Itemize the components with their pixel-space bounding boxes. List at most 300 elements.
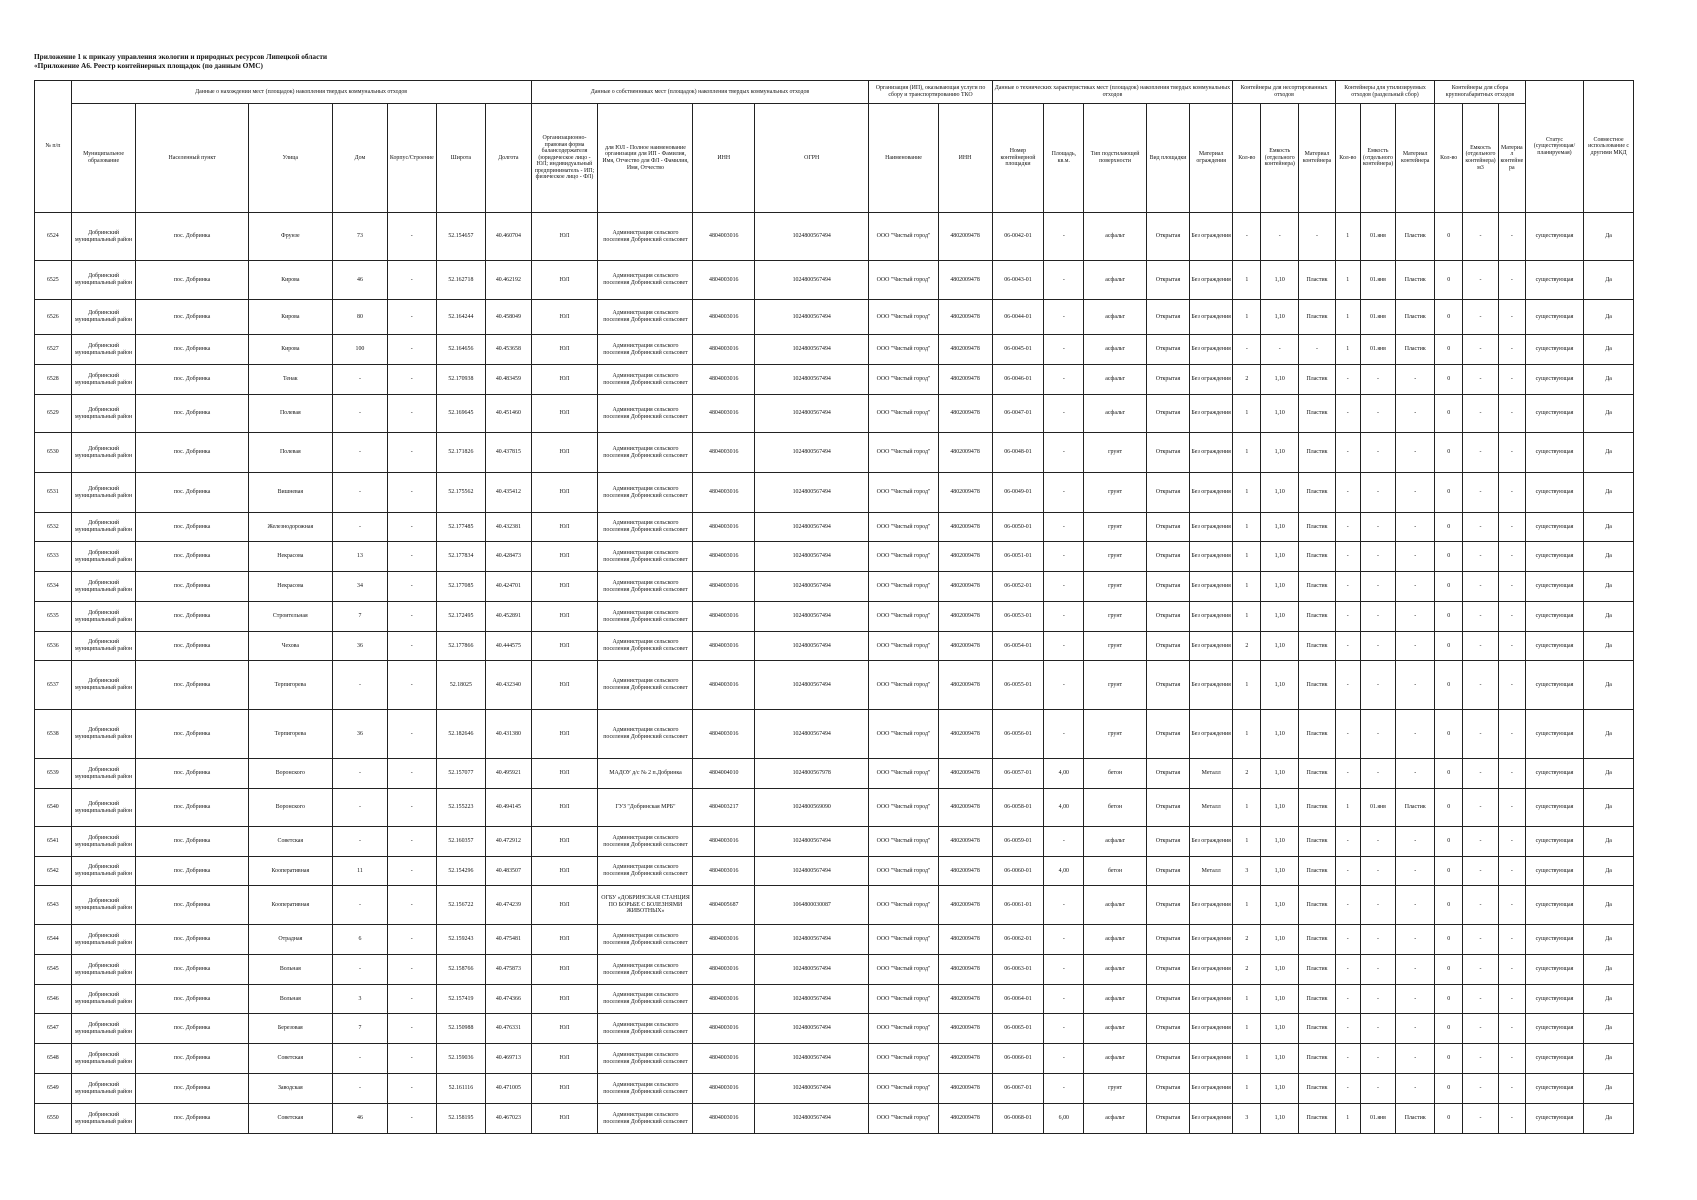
cell-municipality: Добринский муниципальный район: [71, 1104, 136, 1134]
cell-status: существующая: [1525, 985, 1583, 1014]
cell-recyclable-volume: -: [1360, 955, 1396, 985]
cell-latitude: 52.175562: [436, 473, 486, 513]
table-row: [35, 789, 1634, 827]
cell-recyclable-volume: -: [1360, 710, 1396, 759]
cell-site-number: 06-0063-01: [992, 955, 1044, 985]
cell-legal-form: ЮЛ: [531, 789, 598, 827]
cell-recyclable-volume: -: [1360, 433, 1396, 473]
cell-operator-inn: 4802009478: [938, 925, 992, 955]
cell-surface: грунт: [1084, 1074, 1147, 1104]
cell-settlement: пос. Добринка: [136, 1014, 248, 1044]
cell-recyclable-material: -: [1396, 985, 1435, 1014]
cell-owner-inn: 4804003016: [693, 955, 755, 985]
cell-recyclable-volume: -: [1360, 1074, 1396, 1104]
cell-latitude: 52.154296: [436, 857, 486, 886]
cell-unsorted-count: 1: [1233, 661, 1261, 710]
cell-recyclable-material: Пластик: [1396, 1104, 1435, 1134]
cell-settlement: пос. Добринка: [136, 710, 248, 759]
cell-owner-inn: 4804003016: [693, 710, 755, 759]
cell-owner-name: Администрация сельского поселения Добринский сельсовет: [598, 925, 693, 955]
table-row: [35, 433, 1634, 473]
cell-row-number: 6533: [35, 542, 72, 572]
table-row: [35, 1014, 1634, 1044]
cell-unsorted-volume: 1,10: [1261, 955, 1299, 985]
cell-unsorted-volume: 1,10: [1261, 473, 1299, 513]
cell-longitude: 40.460704: [486, 213, 531, 261]
cell-recyclable-count: 1: [1335, 789, 1360, 827]
cell-unsorted-material: Пластик: [1299, 572, 1336, 602]
cell-owner-name: МАДОУ д/с № 2 п.Добринка: [598, 759, 693, 789]
cell-street: Советская: [248, 827, 332, 857]
cell-street: Терпигорева: [248, 710, 332, 759]
cell-settlement: пос. Добринка: [136, 1074, 248, 1104]
cell-owner-ogrn: 1024800567494: [755, 955, 869, 985]
cell-recyclable-count: -: [1335, 572, 1360, 602]
cell-owner-ogrn: 1024800567494: [755, 710, 869, 759]
cell-municipality: Добринский муниципальный район: [71, 542, 136, 572]
table-row: [35, 513, 1634, 542]
cell-site-type: Открытая: [1146, 925, 1189, 955]
cell-unsorted-count: 1: [1233, 886, 1261, 925]
cell-fence: Без ограждения: [1190, 213, 1233, 261]
cell-bulky-volume: -: [1463, 300, 1499, 335]
cell-surface: асфальт: [1084, 365, 1147, 395]
cell-house: -: [332, 661, 387, 710]
cell-longitude: 40.476331: [486, 1014, 531, 1044]
cell-owner-name: Администрация сельского поселения Добринский сельсовет: [598, 473, 693, 513]
cell-street: Некрасова: [248, 572, 332, 602]
cell-municipality: Добринский муниципальный район: [71, 789, 136, 827]
cell-recyclable-count: -: [1335, 473, 1360, 513]
cell-shared: Да: [1584, 572, 1634, 602]
cell-owner-inn: 4804003016: [693, 213, 755, 261]
cell-recyclable-count: -: [1335, 1014, 1360, 1044]
cell-site-type: Открытая: [1146, 213, 1189, 261]
cell-legal-form: ЮЛ: [531, 1104, 598, 1134]
cell-legal-form: ЮЛ: [531, 661, 598, 710]
cell-area: -: [1044, 827, 1084, 857]
cell-row-number: 6524: [35, 213, 72, 261]
cell-recyclable-material: -: [1396, 433, 1435, 473]
cell-owner-inn: 4804003016: [693, 261, 755, 300]
cell-recyclable-count: 1: [1335, 1104, 1360, 1134]
cell-shared: Да: [1584, 827, 1634, 857]
cell-surface: асфальт: [1084, 1044, 1147, 1074]
cell-recyclable-volume: -: [1360, 759, 1396, 789]
cell-unsorted-material: Пластик: [1299, 365, 1336, 395]
cell-operator-inn: 4802009478: [938, 759, 992, 789]
cell-longitude: 40.462192: [486, 261, 531, 300]
cell-unsorted-material: Пластик: [1299, 789, 1336, 827]
cell-recyclable-count: -: [1335, 542, 1360, 572]
cell-bulky-material: -: [1498, 473, 1525, 513]
col-latitude: Широта: [436, 104, 486, 213]
table-row: [35, 395, 1634, 433]
cell-site-type: Открытая: [1146, 602, 1189, 632]
cell-operator-inn: 4802009478: [938, 365, 992, 395]
cell-owner-ogrn: 1024800567494: [755, 542, 869, 572]
cell-bulky-volume: -: [1463, 789, 1499, 827]
cell-site-type: Открытая: [1146, 365, 1189, 395]
cell-owner-ogrn: 1024800567494: [755, 1104, 869, 1134]
cell-site-number: 06-0054-01: [992, 632, 1044, 661]
cell-owner-ogrn: 1024800567978: [755, 759, 869, 789]
cell-legal-form: ЮЛ: [531, 857, 598, 886]
cell-status: существующая: [1525, 710, 1583, 759]
cell-unsorted-count: 1: [1233, 261, 1261, 300]
col-building: Корпус/Строение: [387, 104, 436, 213]
cell-bulky-volume: -: [1463, 827, 1499, 857]
col-owner-name: для ЮЛ - Полное наименование организации для ИП - Фамилия, Имя, Отчество для ФЛ - Фамилия, Имя, Отчество: [598, 104, 693, 213]
cell-site-number: 06-0046-01: [992, 365, 1044, 395]
cell-unsorted-material: Пластик: [1299, 955, 1336, 985]
cell-row-number: 6526: [35, 300, 72, 335]
cell-shared: Да: [1584, 857, 1634, 886]
cell-municipality: Добринский муниципальный район: [71, 335, 136, 365]
cell-surface: грунт: [1084, 433, 1147, 473]
cell-recyclable-volume: -: [1360, 473, 1396, 513]
cell-recyclable-count: -: [1335, 710, 1360, 759]
table-row: [35, 955, 1634, 985]
cell-legal-form: ЮЛ: [531, 335, 598, 365]
cell-status: существующая: [1525, 473, 1583, 513]
cell-unsorted-volume: 1,10: [1261, 1074, 1299, 1104]
cell-owner-inn: 4804003016: [693, 1044, 755, 1074]
cell-building: -: [387, 857, 436, 886]
table-row: [35, 759, 1634, 789]
cell-unsorted-volume: 1,10: [1261, 542, 1299, 572]
cell-operator-inn: 4802009478: [938, 542, 992, 572]
cell-owner-inn: 4804003016: [693, 1104, 755, 1134]
cell-row-number: 6527: [35, 335, 72, 365]
cell-settlement: пос. Добринка: [136, 632, 248, 661]
cell-house: 3: [332, 985, 387, 1014]
cell-status: существующая: [1525, 261, 1583, 300]
cell-owner-name: Администрация сельского поселения Добринский сельсовет: [598, 827, 693, 857]
cell-surface: асфальт: [1084, 955, 1147, 985]
cell-unsorted-count: 1: [1233, 602, 1261, 632]
cell-unsorted-count: 1: [1233, 300, 1261, 335]
cell-legal-form: ЮЛ: [531, 433, 598, 473]
table-row: [35, 473, 1634, 513]
cell-bulky-volume: -: [1463, 261, 1499, 300]
cell-unsorted-count: 1: [1233, 710, 1261, 759]
cell-fence: Без ограждения: [1190, 395, 1233, 433]
cell-surface: грунт: [1084, 602, 1147, 632]
cell-shared: Да: [1584, 261, 1634, 300]
cell-municipality: Добринский муниципальный район: [71, 213, 136, 261]
cell-house: -: [332, 473, 387, 513]
cell-settlement: пос. Добринка: [136, 473, 248, 513]
cell-recyclable-count: -: [1335, 955, 1360, 985]
cell-building: -: [387, 1074, 436, 1104]
cell-area: 6,00: [1044, 1104, 1084, 1134]
cell-municipality: Добринский муниципальный район: [71, 1044, 136, 1074]
cell-operator-inn: 4802009478: [938, 1044, 992, 1074]
cell-owner-ogrn: 1024800567494: [755, 661, 869, 710]
cell-street: Кирова: [248, 335, 332, 365]
cell-row-number: 6532: [35, 513, 72, 542]
cell-surface: асфальт: [1084, 925, 1147, 955]
col-unsorted-volume: Емкость (отдельного контейнера): [1261, 104, 1299, 213]
cell-unsorted-volume: -: [1261, 213, 1299, 261]
cell-bulky-material: -: [1498, 1074, 1525, 1104]
cell-street: Советская: [248, 1044, 332, 1074]
cell-latitude: 52.171826: [436, 433, 486, 473]
cell-unsorted-material: Пластик: [1299, 710, 1336, 759]
cell-owner-ogrn: 1024800567494: [755, 925, 869, 955]
cell-fence: Без ограждения: [1190, 513, 1233, 542]
cell-unsorted-count: 2: [1233, 925, 1261, 955]
cell-fence: Без ограждения: [1190, 827, 1233, 857]
cell-operator-name: ООО "Чистый город": [869, 925, 938, 955]
cell-shared: Да: [1584, 759, 1634, 789]
cell-longitude: 40.435412: [486, 473, 531, 513]
cell-operator-name: ООО "Чистый город": [869, 1104, 938, 1134]
cell-legal-form: ЮЛ: [531, 827, 598, 857]
cell-unsorted-material: Пластик: [1299, 661, 1336, 710]
cell-unsorted-material: Пластик: [1299, 261, 1336, 300]
cell-site-type: Открытая: [1146, 710, 1189, 759]
cell-recyclable-count: -: [1335, 759, 1360, 789]
cell-area: 4,00: [1044, 789, 1084, 827]
cell-bulky-volume: -: [1463, 473, 1499, 513]
col-legal-form: Организационно-правовая форма балансодержателя (юридическое лицо - ЮЛ; индивидуальный предприниматель - ИП; физическое лицо - ФЛ): [531, 104, 598, 213]
cell-longitude: 40.428473: [486, 542, 531, 572]
cell-settlement: пос. Добринка: [136, 213, 248, 261]
cell-unsorted-volume: 1,10: [1261, 827, 1299, 857]
cell-recyclable-volume: 01.янв: [1360, 300, 1396, 335]
cell-recyclable-material: Пластик: [1396, 335, 1435, 365]
cell-unsorted-volume: 1,10: [1261, 661, 1299, 710]
cell-unsorted-material: Пластик: [1299, 433, 1336, 473]
cell-legal-form: ЮЛ: [531, 759, 598, 789]
cell-surface: асфальт: [1084, 985, 1147, 1014]
cell-house: -: [332, 789, 387, 827]
cell-surface: асфальт: [1084, 886, 1147, 925]
cell-house: 13: [332, 542, 387, 572]
cell-house: -: [332, 886, 387, 925]
cell-operator-name: ООО "Чистый город": [869, 213, 938, 261]
cell-building: -: [387, 542, 436, 572]
cell-site-type: Открытая: [1146, 1044, 1189, 1074]
cell-site-type: Открытая: [1146, 1104, 1189, 1134]
cell-unsorted-volume: 1,10: [1261, 632, 1299, 661]
table-row: [35, 1104, 1634, 1134]
cell-operator-name: ООО "Чистый город": [869, 632, 938, 661]
cell-legal-form: ЮЛ: [531, 300, 598, 335]
cell-site-number: 06-0042-01: [992, 213, 1044, 261]
cell-surface: асфальт: [1084, 827, 1147, 857]
col-bulky-material: Материал контейнера: [1498, 104, 1525, 213]
document-title-line-2: «Приложение А6. Реестр контейнерных площадок (по данным ОМС): [34, 61, 263, 70]
cell-building: -: [387, 1044, 436, 1074]
cell-surface: асфальт: [1084, 335, 1147, 365]
cell-operator-name: ООО "Чистый город": [869, 857, 938, 886]
cell-recyclable-volume: -: [1360, 827, 1396, 857]
cell-building: -: [387, 759, 436, 789]
cell-row-number: 6525: [35, 261, 72, 300]
cell-legal-form: ЮЛ: [531, 985, 598, 1014]
cell-owner-ogrn: 1024800567494: [755, 335, 869, 365]
cell-area: -: [1044, 661, 1084, 710]
cell-building: -: [387, 710, 436, 759]
cell-unsorted-volume: 1,10: [1261, 789, 1299, 827]
cell-unsorted-material: Пластик: [1299, 759, 1336, 789]
cell-owner-name: Администрация сельского поселения Добринский сельсовет: [598, 365, 693, 395]
group-owner: Данные о собственниках мест (площадок) накопления твердых коммунальных отходов: [531, 81, 869, 104]
cell-owner-ogrn: 1024800567494: [755, 985, 869, 1014]
cell-area: -: [1044, 1044, 1084, 1074]
cell-row-number: 6547: [35, 1014, 72, 1044]
cell-area: -: [1044, 985, 1084, 1014]
cell-operator-name: ООО "Чистый город": [869, 473, 938, 513]
cell-owner-inn: 4804003016: [693, 985, 755, 1014]
cell-building: -: [387, 789, 436, 827]
cell-owner-ogrn: 1024800567494: [755, 473, 869, 513]
cell-area: -: [1044, 335, 1084, 365]
cell-recyclable-volume: -: [1360, 985, 1396, 1014]
cell-bulky-count: 0: [1435, 602, 1463, 632]
cell-building: -: [387, 1014, 436, 1044]
cell-settlement: пос. Добринка: [136, 395, 248, 433]
cell-owner-ogrn: 1024800567494: [755, 572, 869, 602]
cell-municipality: Добринский муниципальный район: [71, 632, 136, 661]
cell-settlement: пос. Добринка: [136, 365, 248, 395]
cell-owner-ogrn: 1024800569090: [755, 789, 869, 827]
cell-unsorted-volume: 1,10: [1261, 925, 1299, 955]
cell-recyclable-volume: -: [1360, 925, 1396, 955]
cell-bulky-count: 0: [1435, 1044, 1463, 1074]
cell-fence: Без ограждения: [1190, 1044, 1233, 1074]
cell-site-number: 06-0062-01: [992, 925, 1044, 955]
cell-unsorted-count: 1: [1233, 395, 1261, 433]
cell-owner-name: Администрация сельского поселения Добринский сельсовет: [598, 513, 693, 542]
cell-recyclable-count: -: [1335, 886, 1360, 925]
cell-building: -: [387, 365, 436, 395]
cell-municipality: Добринский муниципальный район: [71, 827, 136, 857]
cell-unsorted-count: 2: [1233, 632, 1261, 661]
cell-legal-form: ЮЛ: [531, 602, 598, 632]
cell-latitude: 52.170938: [436, 365, 486, 395]
cell-owner-inn: 4804003016: [693, 857, 755, 886]
cell-area: -: [1044, 955, 1084, 985]
cell-recyclable-volume: -: [1360, 886, 1396, 925]
cell-operator-inn: 4802009478: [938, 473, 992, 513]
cell-bulky-count: 0: [1435, 261, 1463, 300]
cell-area: -: [1044, 213, 1084, 261]
cell-operator-name: ООО "Чистый город": [869, 886, 938, 925]
cell-settlement: пос. Добринка: [136, 300, 248, 335]
cell-row-number: 6548: [35, 1044, 72, 1074]
cell-legal-form: ЮЛ: [531, 955, 598, 985]
table-row: [35, 1044, 1634, 1074]
cell-owner-name: Администрация сельского поселения Добринский сельсовет: [598, 985, 693, 1014]
cell-row-number: 6529: [35, 395, 72, 433]
cell-recyclable-material: -: [1396, 365, 1435, 395]
cell-bulky-count: 0: [1435, 395, 1463, 433]
cell-unsorted-volume: 1,10: [1261, 759, 1299, 789]
cell-surface: бетон: [1084, 857, 1147, 886]
cell-latitude: 52.162718: [436, 261, 486, 300]
cell-site-type: Открытая: [1146, 985, 1189, 1014]
cell-surface: асфальт: [1084, 1104, 1147, 1134]
cell-recyclable-volume: -: [1360, 602, 1396, 632]
cell-building: -: [387, 513, 436, 542]
cell-building: -: [387, 955, 436, 985]
cell-owner-ogrn: 1064800030087: [755, 886, 869, 925]
col-site-number: Номер контейнерной площадки: [992, 104, 1044, 213]
cell-owner-name: Администрация сельского поселения Добринский сельсовет: [598, 1104, 693, 1134]
cell-shared: Да: [1584, 886, 1634, 925]
cell-owner-inn: 4804003016: [693, 1014, 755, 1044]
cell-unsorted-count: 1: [1233, 985, 1261, 1014]
cell-street: Кооперативная: [248, 857, 332, 886]
cell-row-number: 6540: [35, 789, 72, 827]
cell-surface: грунт: [1084, 632, 1147, 661]
cell-house: 36: [332, 710, 387, 759]
cell-bulky-material: -: [1498, 925, 1525, 955]
cell-area: 4,00: [1044, 759, 1084, 789]
cell-municipality: Добринский муниципальный район: [71, 925, 136, 955]
cell-longitude: 40.475481: [486, 925, 531, 955]
cell-shared: Да: [1584, 985, 1634, 1014]
cell-owner-name: Администрация сельского поселения Добринский сельсовет: [598, 261, 693, 300]
cell-municipality: Добринский муниципальный район: [71, 433, 136, 473]
cell-latitude: 52.177485: [436, 513, 486, 542]
cell-recyclable-volume: -: [1360, 661, 1396, 710]
cell-street: Березовая: [248, 1014, 332, 1044]
cell-unsorted-material: Пластик: [1299, 473, 1336, 513]
cell-status: существующая: [1525, 395, 1583, 433]
cell-longitude: 40.444575: [486, 632, 531, 661]
cell-status: существующая: [1525, 542, 1583, 572]
cell-owner-ogrn: 1024800567494: [755, 433, 869, 473]
cell-house: 7: [332, 602, 387, 632]
cell-operator-name: ООО "Чистый город": [869, 433, 938, 473]
cell-owner-inn: 4804003016: [693, 632, 755, 661]
cell-fence: Без ограждения: [1190, 632, 1233, 661]
cell-surface: асфальт: [1084, 1014, 1147, 1044]
col-fence: Материал ограждения: [1190, 104, 1233, 213]
document-title-block: [34, 52, 1664, 70]
cell-site-number: 06-0051-01: [992, 542, 1044, 572]
cell-bulky-volume: -: [1463, 335, 1499, 365]
cell-owner-name: Администрация сельского поселения Добринский сельсовет: [598, 661, 693, 710]
cell-unsorted-volume: 1,10: [1261, 886, 1299, 925]
cell-legal-form: ЮЛ: [531, 213, 598, 261]
cell-bulky-material: -: [1498, 602, 1525, 632]
cell-area: -: [1044, 1014, 1084, 1044]
cell-status: существующая: [1525, 572, 1583, 602]
cell-unsorted-material: Пластик: [1299, 1074, 1336, 1104]
cell-street: Советская: [248, 1104, 332, 1134]
cell-fence: Без ограждения: [1190, 1104, 1233, 1134]
col-operator-inn: ИНН: [938, 104, 992, 213]
cell-building: -: [387, 395, 436, 433]
cell-unsorted-count: 3: [1233, 857, 1261, 886]
cell-bulky-material: -: [1498, 395, 1525, 433]
cell-shared: Да: [1584, 513, 1634, 542]
cell-bulky-count: 0: [1435, 433, 1463, 473]
cell-row-number: 6530: [35, 433, 72, 473]
col-bulky-count: Кол-во: [1435, 104, 1463, 213]
cell-bulky-count: 0: [1435, 985, 1463, 1014]
col-recyclable-volume: Емкость (отдельного контейнера): [1360, 104, 1396, 213]
cell-owner-inn: 4804003217: [693, 789, 755, 827]
cell-site-type: Открытая: [1146, 955, 1189, 985]
cell-fence: Без ограждения: [1190, 985, 1233, 1014]
